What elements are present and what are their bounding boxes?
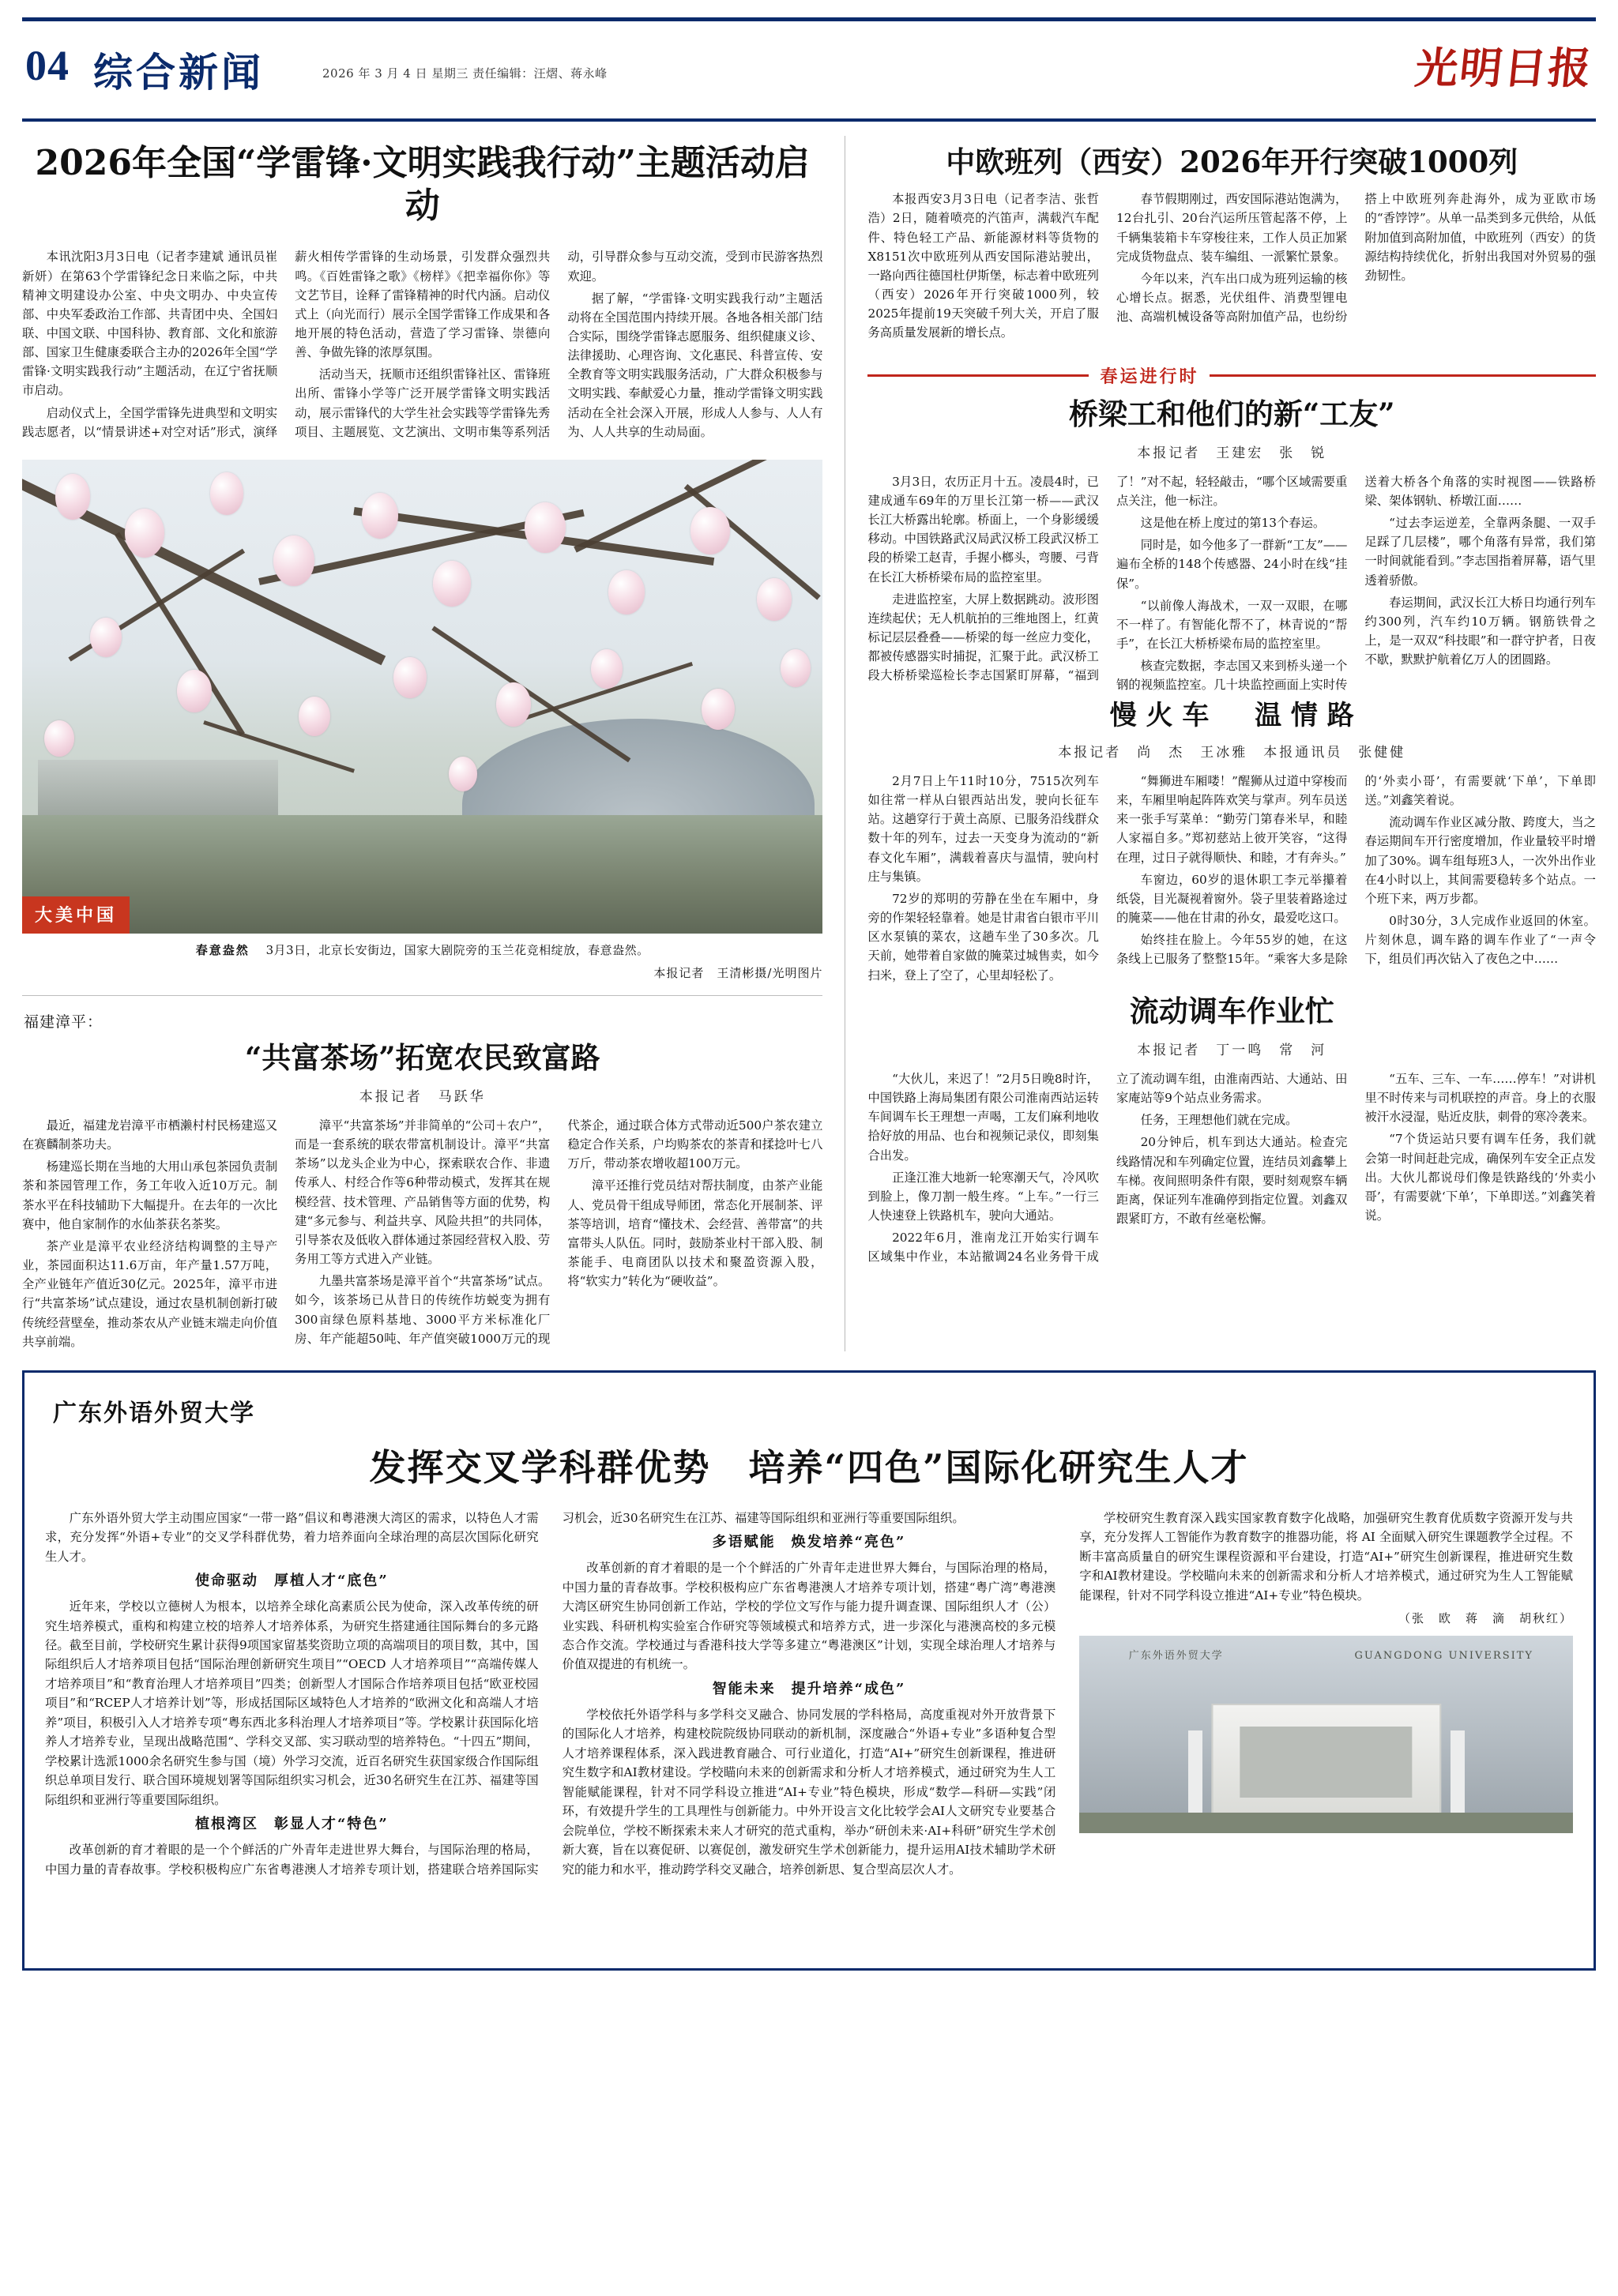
left-column — [22, 136, 843, 1351]
advertorial-subhead: 智能未来 提升培养“成色” — [712, 1680, 906, 1697]
magnolia-blossom — [55, 474, 90, 520]
photo-magnolia — [22, 460, 822, 934]
paragraph: 流动调车作业区减分散、跨度大，当之春运期间车开行密度增加，作业量较平时增加了30%。调车组每班3人，一次外出作业在4小时以上，其间需要稳转多个站点。一个班下来，两万步都。 — [1364, 815, 1596, 906]
paragraph: 这是他在桥上度过的第13个春运。 — [1140, 516, 1326, 531]
magnolia-blossom — [449, 757, 477, 791]
paragraph: “过去李运逆差，全靠两条腿、一双手足踩了几层楼”，哪个角落有异常，我们第一时间就能看到。”李志国指着屏幕，语气里透着骄傲。 — [1364, 516, 1596, 588]
paragraph: 3月3日，农历正月十五。凌晨4时，已建成通车69年的万里长江第一桥——武汉长江大桥露出轮廓。桥面上，一个身影缓缓移动。中国铁路武汉局武汉桥工段武汉桥工段的桥梁工赵青，手握小榔头，弯腰、弓背在长江大桥桥梁布局的监控室里。 — [867, 474, 1099, 584]
advertorial-campus-photo — [1079, 1636, 1573, 1833]
paragraph: 本报西安3月3日电（记者李洁、张哲浩）2日，随着喷亮的汽笛声，满载汽车配件、特色轻工产品、新能源材料等货物的X8151次中欧班列从西安国际港站驶出，一路向西往德国杜伊斯堡，标志着中欧班列（西安）2026年开行突破1000列，较2025年提前19天突破千列大关，开启了服务高质量发展新的增长点。 — [867, 192, 1099, 340]
paragraph: 据了解，“学雷锋·文明实践我行动”主题活动将在全国范围内持续开展。各地各相关部门结合实际，围绕学雷锋志愿服务、组织健康义诊、法律援助、心理咨询、文化惠民、科普宣传、安全教育等文明实践服务活动，广大群众积极参与文明实践、奉献爱心力量，推动学雷锋文明实践活动在全社会深入开展，形成人人参与、人人有为、人人共享的生动局面。 — [567, 291, 823, 439]
story-headline-shunting-work: 流动调车作业忙 — [1129, 993, 1334, 1028]
advertorial-organization: 广东外语外贸大学 — [53, 1399, 255, 1427]
photo-block-magnolia — [22, 460, 822, 981]
paragraph: 2月7日上午11时10分，7515次列车如往常一样从白银西站出发，驶向长征车站。这趟穿行于黄土高原、已服务沿线群众数十年的列车，过去一天变身为流动的“新春文化车厢”，满载着喜庆与温情，驶向村庄与集镇。 — [867, 773, 1099, 884]
section-title: 综合新闻 — [93, 49, 264, 96]
magnolia-blossom — [362, 493, 398, 539]
story-byline-bridge-workers: 本报记者 王建宏 张 锐 — [1137, 445, 1327, 461]
paragraph: 改革创新的育才着眼的是一个个鲜活的广外青年走进世界大舞台，与国际治理的格局，中国力量的青春故事。学校积极构应广东省粤港澳人才培养专项计划，搭建联合培养国际实习机会，近30名研究生在江苏、福建等国际组织和亚洲行等重要国际组织。 — [45, 1510, 965, 1877]
issue-meta: 2026 年 3 月 4 日 星期三 责任编辑：汪熠、蒋永峰 — [322, 66, 608, 81]
campus-gate-pillar — [1188, 1730, 1202, 1825]
story-body-lei-feng — [22, 247, 822, 442]
page-body — [22, 122, 1596, 1351]
paragraph: 学校依托外语学科与多学科交叉融合、协同发展的学科格局，高度重视对外开放背景下的国际化人才培养，构建校院院级协同联动的新机制，深度融合“外语+专业”多语种复合型人才培养课程体系，深入践进教育融合、可行业道化，打造“AI+”研究生创新课程，推进研究生数字和AI教材建设。学校瞄向未来的创新需求和分析人才培养模式，通过研究为生人工智能赋能课程，针对不同学科设立推进“AI+专业”特色模块，形成“数学—科研—实践”闭环，有效提升学生的工具理性与创新能力。中外开设言文化比较学会AI人文研究专业要基合会院单位，学校不断探索未来人才研究的范式重构，举办“研创未来·AI+科研”研究生学术创新大赛，旨在以赛促研、以赛促创，激发研究生学术创新能力，提升运用AI技术辅助学术研究的能力和水平，推动跨学科交叉融合，培养创新思、复合型高层次人才。 — [562, 1707, 1056, 1877]
paragraph: 活动当天，抚顺市还组织雷锋社区、雷锋班出所、雷锋小学等广泛开展学雷锋文明实践活动，展示雷锋代的大学生社会实践等学雷锋先秀项目、主题展览、文艺演出、文明市集等系列活动，引导群众参与互动交流，受到市民游客热烈欢迎。 — [295, 250, 823, 439]
caption-lead-in: 春意盎然 — [195, 943, 250, 958]
series-band-spring-festival-travel — [867, 363, 1596, 388]
paragraph: 近年来，学校以立德树人为根本，以培养全球化高素质公民为使命，深入改革传统的研究生培养模式，重构和构建立校的培养人才培养体系，为研究生搭建通往国际舞台的多元路径。截至目前，学校研究生累计获得9项国家留基奖资助立项的高端项目的项目数，其中，国际组织后人才培养项目包括“国际治理创新研究生项目”“OECD 人才培养项目”“高端传媒人才培养项目”和“教育治理人才培养项目”四类；创新型人才国际合作培养项目包括“欧亚校园项目”和“RCEP人才培养计划”等，形成括国际区域特色人才培养的“欧洲文化和高端人才培养”项目，积极引入人才培养专项“粤东西北多科治理人才培养项目”等。学校累计获国际化培养人才培养专业，呈现出战略范围“、学科交叉部、实习联动型的培养特色。“十四五”期间，学校累计选派1000余名研究生参与国（境）外学习交流，近百名研究生获国家级合作国际组织总单项目发行、联合国环境规划署等国际组织实习机会，近30名研究生在江苏、福建等国际组织和亚洲行等重要国际组织。 — [45, 1599, 539, 1807]
paragraph: 九墨共富茶场是漳平首个“共富茶场”试点。如今，该茶场已从昔日的传统作坊蜕变为拥有300亩绿色原料基地、3000平方米标准化厂房、年产能超50吨、年产值突破1000万元的现代茶企，通过联合体方式带动近500户茶农建立稳定合作关系，户均购茶农的茶青和揉捻叶七八万斤，带动茶农增收超100万元。 — [295, 1118, 823, 1346]
story-byline-shunting-work: 本报记者 丁一鸣 常 河 — [1137, 1042, 1327, 1058]
magnolia-blossom — [591, 649, 623, 689]
advertorial-gduf — [22, 1370, 1596, 1971]
story-byline-tea-farm: 本报记者 马跃华 — [359, 1089, 486, 1105]
campus-wordmark-left: 广东外语外贸大学 — [1128, 1650, 1224, 1663]
campus-gate — [1211, 1704, 1441, 1825]
right-column — [847, 136, 1596, 1351]
band-rule-left — [867, 374, 1089, 377]
advertorial-subhead: 植根湾区 彰显人才“特色” — [194, 1816, 389, 1833]
photo-series-badge: 大美中国 — [22, 896, 130, 934]
paragraph: “五车、三车、一车……停车！”对讲机里不时传来与司机联控的声音。身上的衣服被汗水浸湿，贴近皮肤，刺骨的寒冷袭来。 — [1364, 1071, 1596, 1125]
paragraph: 任务，王理想他们就在完成。 — [1140, 1113, 1298, 1128]
page-number: 04 — [25, 42, 70, 89]
paragraph: 最近，福建龙岩漳平市栖濑村村民杨建巡又在赛麟制茶功夫。 — [22, 1118, 278, 1152]
paragraph: 本讯沈阳3月3日电（记者李建斌 通讯员崔新妍）在第63个学雷锋纪念日来临之际，中共精神文明建设办公室、中央文明办、中央宣传部、中央军委政治工作部、共青团中央、全国妇联、中国文联、中国科协、教育部、文化和旅游部、国家卫生健康委联合主办的2026年全国“学雷锋·文明实践我行动”主题活动，在辽宁省抚顺市启动。 — [22, 250, 278, 398]
band-label: 春运进行时 — [1100, 366, 1199, 387]
advertorial-headline: 发挥交叉学科群优势 培养“四色”国际化研究生人才 — [369, 1445, 1249, 1489]
photo-ground — [22, 815, 822, 934]
paragraph: 漳平“共富茶场”并非简单的“公司＋农户”，而是一套系统的联农带富机制设计。漳平“共富茶场”以龙头企业为中心，探索联农合作、非遗传承人、村经合作等6种带动模式，发挥其在规模经营、技术管理、产品销售等方面的优势，构建“多元参与、利益共享、风险共担”的共同体，引导茶农及低收入群体通过茶园经营权入股、劳务用工等方式进入产业链。 — [295, 1118, 551, 1267]
magnolia-blossom — [781, 649, 811, 687]
paragraph: 启动仪式上，全国学雷锋先进典型和文明实践志愿者，以“情景讲述+对空对话”形式，演绎薪火相传学雷锋的生动场景，引发群众强烈共鸣。《百姓雷锋之歌》《榜样》《把幸福你你》等文艺节目，诠释了雷锋精神的时代内涵。启动仪式上（向光而行）展示全国学雷锋工作成果和各地开展的特色活动，营造了学习雷锋、崇德向善、争做先锋的浓厚氛围。 — [22, 250, 551, 439]
masthead-top-rule — [22, 17, 1596, 21]
paragraph: 走进监控室，大屏上数据跳动。波形图连续起伏；无人机航拍的三维地图上，红黄标记层层叠叠——桥梁的每一丝应力变化，都被传感器实时捕捉，汇聚于此。武汉桥工段大桥桥梁巡检长李志国紧盯屏幕，“福到了！”对不起，轻轻敲击，“哪个区域需要重点关注，他一标注。 — [867, 474, 1348, 683]
paragraph: 0时30分，3人完成作业返回的休室。片刻休息，调车路的调车作业了“一声令下，组员们再次钻入了夜色之中…… — [1364, 914, 1596, 967]
paragraph: 茶产业是漳平农业经济结构调整的主导产业，茶园面积达11.6万亩，年产量1.57万吨，全产业链年产值近30亿元。2025年，漳平市进行“共富茶场”试点建设，通过农垦机制创新打破传统经营壁垒，推动茶农从产业链末端走向价值共享前端。 — [22, 1238, 278, 1349]
story-byline-slow-train: 本报记者 尚 杰 王冰雅 本报通讯员 张健健 — [1058, 744, 1406, 761]
paragraph: 学校研究生教育深入践实国家教育数字化战略，加强研究生教育优质数字资源开发与共享，充分发挥人工智能作为教育数字的推器功能，将 AI 全面赋入研究生课题教学全过程。不断丰富高质量自的研究生课程资源和平台建设，打造“AI+”研究生创新课程，推进研究生数字和AI教材建设。学校瞄向未来的创新需求和分析人才培养模式，通过研究为生人工智能赋能课程，针对不同学科设立推进“AI+专业”特色模块。 — [1079, 1510, 1573, 1603]
magnolia-blossom — [525, 502, 566, 553]
magnolia-blossom — [44, 720, 74, 757]
magnolia-blossom — [757, 578, 792, 621]
magnolia-blossom — [299, 697, 330, 736]
magnolia-blossom — [433, 561, 471, 607]
campus-lawn — [1079, 1813, 1573, 1833]
paragraph: “7个货运站只要有调车任务，我们就会第一时间赶赴完成，确保列车安全正点发出。大伙儿都说母们像是铁路线的‘外卖小哥’，有需要就‘下单’，下单即送。”刘鑫笑着说。 — [1364, 1132, 1596, 1223]
magnolia-blossom — [125, 509, 164, 558]
story-headline-tea-farm: “共富茶场”拓宽农民致富路 — [244, 1039, 600, 1075]
section-divider — [22, 995, 822, 996]
magnolia-blossom — [90, 618, 122, 657]
story-headline-china-europe-train: 中欧班列（西安）2026年开行突破1000列 — [946, 145, 1518, 179]
paragraph: 正逢江淮大地新一轮寒潮天气，冷风吹到脸上，像刀割一般生疼。“上车。”一行三人快速登上铁路机车，驶向大通站。 — [867, 1170, 1099, 1223]
magnolia-blossom — [608, 570, 645, 614]
paragraph: 72岁的郑明的劳静在坐在车厢中，身旁的作架轻轻靠着。她是甘肃省白银市平川区水泵镇的菜农，这趟车坐了30多次。几天前，她带着自家做的腌菜过城售卖，如今扫米，登上了空了，心里却轻松了。 — [867, 891, 1099, 983]
photo-caption — [22, 941, 822, 960]
story-kicker-zhangping: 福建漳平： — [24, 1013, 103, 1031]
paragraph: 同时是，如今他多了一群新“工友”——遍布全桥的148个传感器、24小时在线“挂保”。 — [1116, 538, 1348, 591]
masthead — [22, 0, 1596, 122]
advertorial-body — [45, 1509, 1573, 1971]
band-rule-right — [1210, 374, 1596, 377]
paragraph: 改革创新的育才着眼的是一个个鲜活的广外青年走进世界大舞台，与国际治理的格局，中国力量的青春故事。学校积极构应广东省粤港澳人才培养专项计划，搭建“粤广湾”粤港澳大湾区研究生协同创新工作站，学校的学位文写作与能力提升调查课、国际组织人才（公）业实践、科研机构实验室合作研究等领域模式和培养方式，进一步深化与港澳高校的多元模态合作交流。学校通过与香港科技大学等多建立“粤港澳区”计划，实现全球治理人才培养与价值双提进的有机统一。 — [562, 1561, 1056, 1672]
caption-text: 3月3日，北京长安街边，国家大剧院旁的玉兰花竞相绽放，春意盎然。 — [265, 943, 649, 958]
paragraph: 广东外语外贸大学主动围应国家“一带一路”倡议和粤港澳大湾区的需求，以特色人才需求，充分发挥“外语+专业”的交叉学科群优势，着力培养面向全球治理的高层次国际化研究生人才。 — [45, 1510, 539, 1564]
story-body-slow-train — [867, 772, 1596, 985]
paragraph: 2022年6月，淮南龙江开始实行调车区域集中作业，本站撤调24名业务骨干成立了流动调车组，由淮南西站、大通站、田家庵站等9个站点业务需求。 — [867, 1071, 1348, 1264]
story-body-bridge-workers — [867, 472, 1596, 695]
story-headline-bridge-workers: 桥梁工和他们的新“工友” — [1068, 396, 1395, 431]
magnolia-blossom — [393, 657, 427, 698]
story-headline-lei-feng: 2026年全国“学雷锋·文明实践我行动”主题活动启动 — [35, 143, 810, 226]
paragraph: “大伙儿，来迟了！”2月5日晚8时许，中国铁路上海局集团有限公司淮南西站运转车间调车长王理想一声喝，工友们麻利地收拾好放的用品、也台和视频记录仪，即刻集合出发。 — [867, 1071, 1099, 1163]
magnolia-blossom — [690, 507, 730, 554]
story-body-china-europe-train — [867, 190, 1596, 342]
photo-background-building-left — [38, 760, 278, 817]
magnolia-blossom — [210, 472, 243, 515]
magnolia-blossom — [496, 682, 531, 727]
campus-gate-pillar — [1451, 1730, 1465, 1825]
magnolia-blossom — [702, 689, 735, 730]
advertorial-subhead: 使命驱动 厚植人才“底色” — [194, 1573, 389, 1590]
paragraph: “舞狮进车厢喽！”醒狮从过道中穿梭而来，车厢里响起阵阵欢笑与掌声。列车员送来一张手写菜单：“勤劳门第春米早，和睦人家福自多。”郑初慈站上彼开笑容，“这得在理，过日子就得顺快、和睦，才有奔头。” — [1116, 773, 1348, 865]
paragraph: 春节假期刚过，西安国际港站饱满为，12台扎引、20台汽运所压管起落不停，上千辆集装箱卡车穿梭往来，工作人员正加紧完成货物盘点、装车编组、一派繁忙景象。 — [1116, 192, 1348, 264]
advertorial-subhead: 多语赋能 焕发培养“亮色” — [712, 1534, 906, 1551]
paragraph: 20分钟后，机车到达大通站。检查完线路情况和车列确定位置，连结员刘鑫攀上车梯。夜间照明条件有限，要时刻观察车辆距离，保证列车准确停到指定位置。刘鑫双跟紧盯方，不敢有丝毫松懈。 — [1116, 1135, 1348, 1227]
newspaper-logo: 光明日报 — [1413, 43, 1595, 93]
story-headline-slow-train: 慢 火 车 温 情 路 — [1109, 700, 1354, 732]
campus-wordmark-right: GUANGDONG UNIVERSITY — [1354, 1650, 1533, 1663]
magnolia-blossom — [273, 535, 314, 586]
magnolia-blossom — [177, 670, 212, 712]
paragraph: 今年以来，汽车出口成为班列运输的核心增长点。据悉，光伏组件、消费型锂电池、高端机械设备等高附加值产品，也纷纷搭上中欧班列奔赴海外，成为亚欧市场的“香饽饽”。从单一品类到多元供给，从低附加值到高附加值，中欧班列（西安）的货源结构持续优化，折射出我国对外贸易的强劲韧性。 — [1116, 192, 1596, 325]
photo-credit: 本报记者 王清彬摄/光明图片 — [653, 965, 823, 980]
paragraph: 核查完数据，李志国又来到桥头递一个钢的视频监控室。几十块监控画面上实时传送着大桥各个角落的实时视图——铁路桥梁、架体钢轨、桥墩江面…… — [1116, 474, 1596, 693]
advertorial-signature: （张 欧 蒋 滴 胡秋红） — [1398, 1611, 1573, 1626]
story-body-shunting-work — [867, 1069, 1596, 1267]
paragraph: 始终挂在脸上。今年55岁的她，在这条线上已服务了整整15年。“乘客大多是除的‘外卖小哥’，有需要就‘下单’，下单即送。”刘鑫笑着说。 — [1116, 773, 1596, 967]
story-body-tea-farm — [22, 1116, 822, 1351]
paragraph: 杨建巡长期在当地的大用山承包茶园负责制茶和茶园管理工作，务工年收入近10万元。制茶水平在科技辅助下大幅提升。在去年的一次比赛中，他自家制作的水仙茶获名茶奖。 — [22, 1159, 278, 1231]
paragraph: 春运期间，武汉长江大桥日均通行列车约300列，汽车约10万辆。钢筋铁骨之上，是一双双“科技眼”和一群守护者，日夜不歇，默默护航着亿万人的团圆路。 — [1364, 595, 1596, 667]
paragraph: “以前像人海战术，一双一双眼，在哪不一样了。有智能化帮不了，林青说的“帮手”，在长江大桥桥梁布局的监控室里。 — [1116, 598, 1348, 651]
paragraph: 车窗边，60岁的退休职工李元举攥着纸袋，目光凝视着窗外。袋子里装着路途过的腌菜——他在甘肃的孙女，最爱吃这口。 — [1116, 872, 1348, 926]
paragraph: 漳平还推行党员结对帮扶制度，由茶产业能人、党员骨干组成导师团，常态化开展制茶、评茶等培训，培育“懂技术、会经营、善带富”的共富带头人队伍。同时，鼓励茶业村干部入股、制茶能手、电商团队以技术和聚盈资源入股，将“软实力”转化为“硬收益”。 — [567, 1178, 823, 1289]
